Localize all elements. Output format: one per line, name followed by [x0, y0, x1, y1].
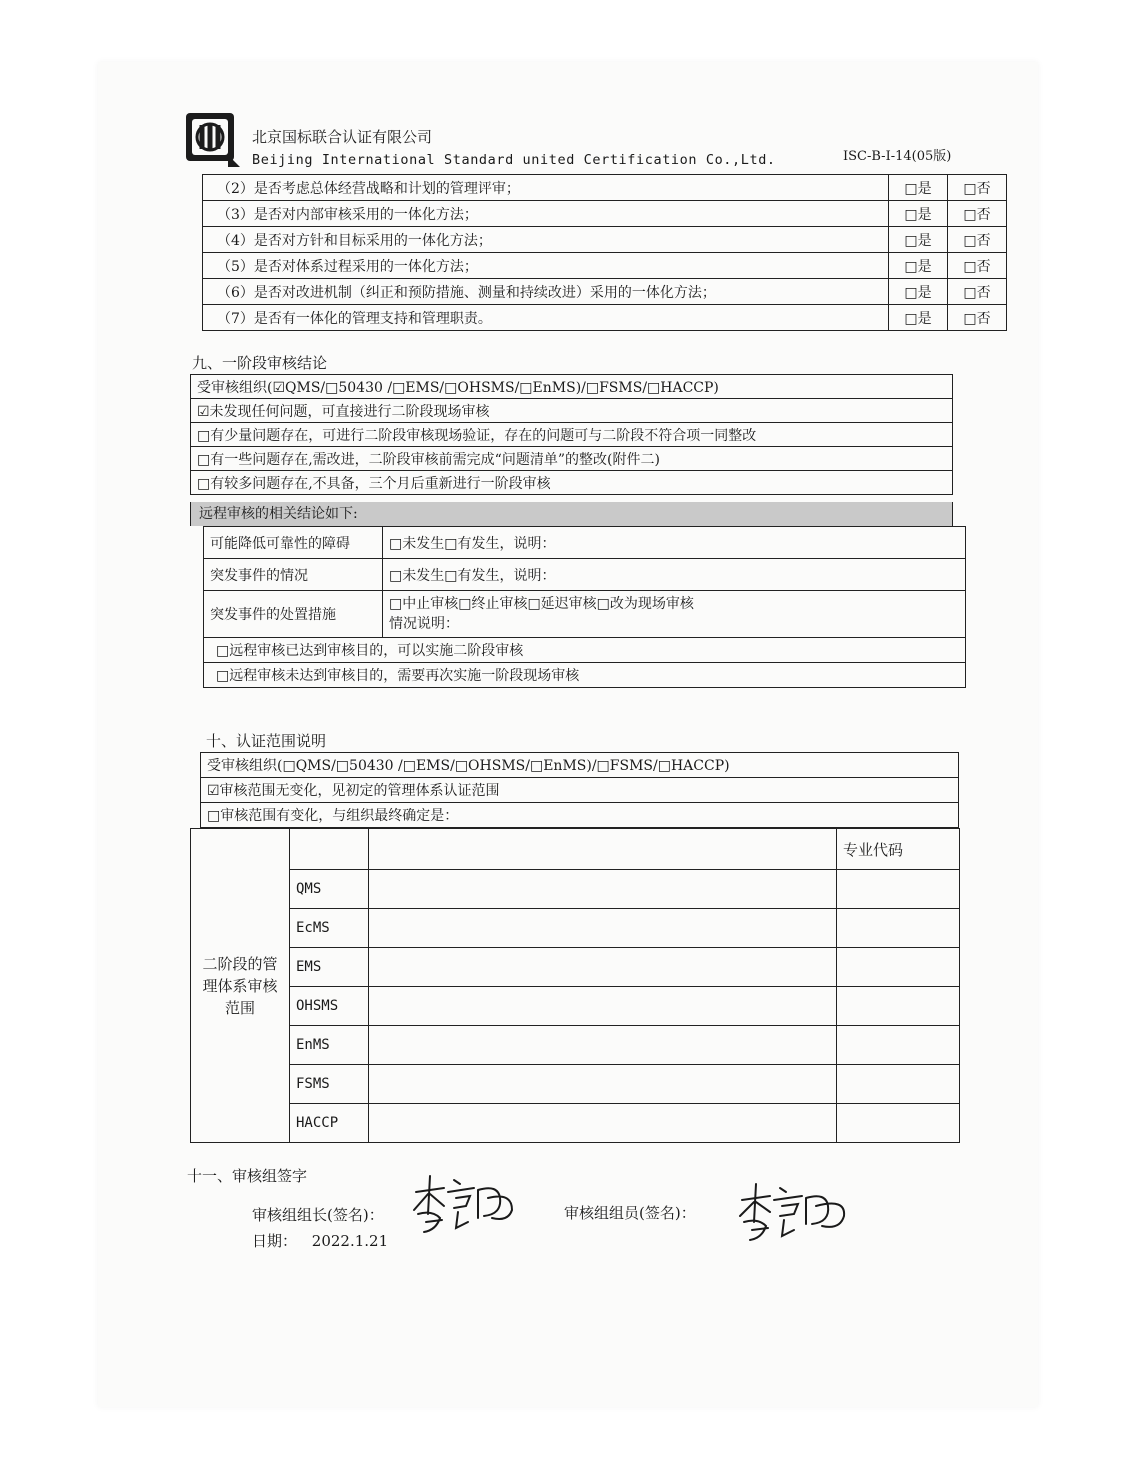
system-header-cell — [290, 829, 369, 870]
document-code: ISC-B-I-14(05版) — [843, 149, 952, 164]
system-row — [191, 1026, 960, 1065]
scope-cell[interactable] — [369, 1065, 837, 1104]
section-10-title: 十、认证范围说明 — [206, 732, 327, 750]
no-checkbox[interactable]: □否 — [948, 279, 1007, 305]
leader-signature-label: 审核组组长(签名)： — [252, 1206, 384, 1224]
company-logo-icon — [184, 109, 244, 169]
company-name-en: Beijing International Standard united Certification Co.,Ltd. — [252, 152, 776, 168]
date-row — [252, 1230, 388, 1251]
check-question: （4）是否对方针和目标采用的一体化方法； — [203, 227, 889, 253]
system-name: EMS — [290, 948, 369, 987]
check-question: （6）是否对改进机制（纠正和预防措施、测量和持续改进）采用的一体化方法； — [203, 279, 889, 305]
check-question: （5）是否对体系过程采用的一体化方法； — [203, 253, 889, 279]
yes-checkbox[interactable]: □是 — [889, 201, 948, 227]
yes-checkbox[interactable]: □是 — [889, 279, 948, 305]
conclusion-option[interactable]: ☑未发现任何问题，可直接进行二阶段现场审核 — [191, 399, 953, 423]
member-signature-label: 审核组组员(签名)： — [564, 1204, 696, 1222]
certification-scope-table — [200, 752, 959, 828]
date-value: 2022.1.21 — [311, 1232, 389, 1250]
integration-check-table — [202, 174, 1007, 331]
scope-cell[interactable] — [369, 987, 837, 1026]
system-name: HACCP — [290, 1104, 369, 1143]
system-name: FSMS — [290, 1065, 369, 1104]
no-checkbox[interactable]: □否 — [948, 305, 1007, 331]
remote-row-label: 可能降低可靠性的障碍 — [204, 527, 383, 559]
date-label: 日期： — [252, 1232, 298, 1250]
integration-check-row — [203, 279, 1007, 305]
yes-checkbox[interactable]: □是 — [889, 175, 948, 201]
remote-row-label: 突发事件的处置措施 — [204, 591, 383, 638]
yes-checkbox[interactable]: □是 — [889, 253, 948, 279]
code-cell[interactable] — [837, 1026, 960, 1065]
check-question: （3）是否对内部审核采用的一体化方法； — [203, 201, 889, 227]
integration-check-row — [203, 305, 1007, 331]
code-cell[interactable] — [837, 1065, 960, 1104]
system-row — [191, 987, 960, 1026]
system-name: QMS — [290, 870, 369, 909]
scope-cell[interactable] — [369, 1104, 837, 1143]
integration-check-row — [203, 227, 1007, 253]
scope-header-cell — [369, 829, 837, 870]
scope-cell[interactable] — [369, 1026, 837, 1065]
remote-row-value: □未发生□有发生，说明： — [383, 527, 966, 559]
conclusion-option[interactable]: □有少量问题存在，可进行二阶段审核现场验证，存在的问题可与二阶段不符合项一同整改 — [191, 423, 953, 447]
remote-conclusion: □远程审核已达到审核目的，可以实施二阶段审核 — [204, 638, 966, 663]
section-11-title: 十一、审核组签字 — [187, 1167, 308, 1185]
system-name: OHSMS — [290, 987, 369, 1026]
code-cell[interactable] — [837, 1104, 960, 1143]
no-checkbox[interactable]: □否 — [948, 175, 1007, 201]
integration-check-row — [203, 253, 1007, 279]
code-cell[interactable] — [837, 948, 960, 987]
yes-checkbox[interactable]: □是 — [889, 227, 948, 253]
remote-row-label: 突发事件的情况 — [204, 559, 383, 591]
check-question: （7）是否有一体化的管理支持和管理职责。 — [203, 305, 889, 331]
system-row — [191, 870, 960, 909]
scope-cell[interactable] — [369, 870, 837, 909]
company-name-cn: 北京国标联合认证有限公司 — [252, 128, 433, 146]
system-row — [191, 948, 960, 987]
integration-check-row — [203, 201, 1007, 227]
remote-row-value: □未发生□有发生，说明： — [383, 559, 966, 591]
scope-cell[interactable] — [369, 948, 837, 987]
scope-row: □审核范围有变化，与组织最终确定是： — [201, 803, 959, 828]
code-cell[interactable] — [837, 987, 960, 1026]
conclusion-option[interactable]: □有较多问题存在,不具备，三个月后重新进行一阶段审核 — [191, 471, 953, 495]
yes-checkbox[interactable]: □是 — [889, 305, 948, 331]
remote-row-note: 情况说明： — [389, 616, 459, 632]
leader-signature-image — [408, 1170, 518, 1240]
remote-audit-table — [203, 526, 966, 688]
code-cell[interactable] — [837, 870, 960, 909]
conclusion-option[interactable]: 受审核组织(☑QMS/□50430 /□EMS/□OHSMS/□EnMS)/□FSMS/□HACCP) — [191, 375, 953, 399]
integration-check-row — [203, 175, 1007, 201]
remote-row-value: □中止审核□终止审核□延迟审核□改为现场审核 — [389, 596, 694, 612]
member-signature-image — [732, 1180, 852, 1250]
remote-audit-title: 远程审核的相关结论如下: — [190, 502, 953, 526]
scope-row: 受审核组织(□QMS/□50430 /□EMS/□OHSMS/□EnMS)/□FSMS/□HACCP) — [201, 753, 959, 778]
scope-row: ☑审核范围无变化，见初定的管理体系认证范围 — [201, 778, 959, 803]
code-cell[interactable] — [837, 909, 960, 948]
scope-label: 二阶段的管理体系审核范围 — [191, 829, 290, 1143]
system-row — [191, 909, 960, 948]
system-name: EcMS — [290, 909, 369, 948]
remote-conclusion: □远程审核未达到审核目的，需要再次实施一阶段现场审核 — [204, 663, 966, 688]
conclusion-option[interactable]: □有一些问题存在,需改进，二阶段审核前需完成“问题清单”的整改(附件二) — [191, 447, 953, 471]
code-header: 专业代码 — [837, 829, 960, 870]
no-checkbox[interactable]: □否 — [948, 253, 1007, 279]
system-name: EnMS — [290, 1026, 369, 1065]
system-row — [191, 1065, 960, 1104]
system-row — [191, 1104, 960, 1143]
section-9-title: 九、一阶段审核结论 — [192, 354, 328, 372]
scope-cell[interactable] — [369, 909, 837, 948]
no-checkbox[interactable]: □否 — [948, 227, 1007, 253]
stage2-scope-table — [190, 828, 960, 1143]
stage1-conclusion-table — [190, 374, 953, 495]
no-checkbox[interactable]: □否 — [948, 201, 1007, 227]
check-question: （2）是否考虑总体经营战略和计划的管理评审； — [203, 175, 889, 201]
